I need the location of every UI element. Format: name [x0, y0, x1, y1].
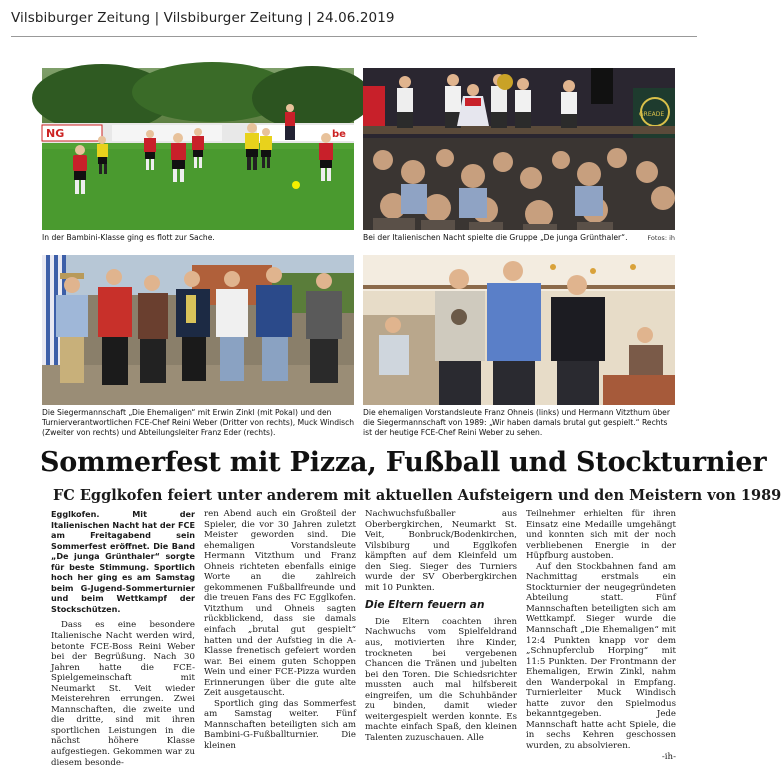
article-column-1 [51, 509, 195, 768]
caption-band-text: Bei der Italienischen Nacht spielte die Gruppe „De junga Grünthaler“. [363, 233, 628, 242]
article-column-3 [365, 509, 517, 743]
article-paragraph: Nachwuchsfußballer aus Oberbergkirchen, Neumarkt St. Veit, Bonbruck/Bodenkirchen, Vilsbiburg und Egglkofen kämpften auf dem Kleinfeld um den Sieg. Sieger des Turniers wurde der SV Oberbergkirchen mit 10 Punkten. [365, 509, 517, 593]
trophy-icon [186, 295, 196, 323]
adult-figure [285, 104, 295, 140]
banner-text-2: be [332, 129, 346, 140]
article-signature: -ih- [661, 751, 676, 762]
article-subhead: Die Eltern feuern an [365, 599, 485, 612]
photo-credit: Fotos: ih [647, 234, 675, 242]
article-paragraph: Dass es eine besondere Italienische Nacht werden wird, betonte FCE-Boss Reini Weber bei der Begrüßung. Nach 30 Jahren hatte die FCE-Spielgemeinschaft mit Neumarkt St. Veit wieder Meisterehren errungen. Zwei Mannschaften, die zweite und die dritte, sind mit ihren sportlichen Leistungen in die nächst höhere Klasse aufgestiegen. Gekommen war zu diesem besonde- [51, 620, 195, 768]
caption-bambini: In der Bambini-Klasse ging es flott zur Sache. [42, 233, 215, 242]
photo-former-board [363, 255, 675, 405]
photo-winning-team [42, 255, 354, 405]
article-headline: Sommerfest mit Pizza, Fußball und Stockturnier [40, 447, 767, 478]
football [292, 181, 300, 189]
article-paragraph: ren Abend auch ein Großteil der Spieler, die vor 30 Jahren zuletzt Meister geworden sind. Die ehemaligen Vorstandsleute Hermann Vitzthum und Franz Ohneis richteten ebenfalls einige Worte an die zahlreich gekommenen Fußballfreunde und die treuen Fans des FC Egglkofen. Vitzthum und Ohneis sagten rückblickend, dass sie damals einfach „brutal gut gespielt“ hatten und der Aufstieg in die A-Klasse frenetisch gefeiert worden war. Bei einem guten Schoppen Wein und einer FCE-Pizza wurden Erinnerungen über die gute alte Zeit ausgetauscht. [204, 509, 356, 699]
newspaper-header: Vilsbiburger Zeitung | Vilsbiburger Zeitung | 24.06.2019 [11, 10, 395, 26]
article-subheadline: FC Egglkofen feiert unter anderem mit aktuellen Aufsteigern und den Meistern von 1989 [53, 487, 781, 504]
banner-text: NG [46, 127, 65, 140]
article-paragraph: Die Eltern coachten ihren Nachwuchs vom Spielfeldrand aus, motivierten ihre Kinder, trockneten bei vergebenen Chancen die Tränen und jubelten bei den Toren. Die Schiedsrichter mussten auch mal hilfsbereit eingreifen, um die Schuhbänder zu binden, damit wieder weitergespielt werden konnte. Es machte einfach Spaß, den kleinen Talenten zuzuschauen. Alle [365, 616, 517, 743]
musician-figure [561, 80, 577, 128]
stage-sign: GREADE [639, 111, 665, 118]
photo-band-stage [363, 68, 675, 230]
caption-winning-team: Die Siegermannschaft „Die Ehemaligen“ mit Erwin Zinkl (mit Pokal) und den Turnierverantwortlichen FCE-Chef Reini Weber (Dritter von rechts), Muck Windisch (Zweiter von rechts) und Abteilungsleiter Franz Eder (rechts). [42, 408, 355, 437]
article-column-4 [526, 509, 676, 762]
caption-band [363, 233, 675, 243]
musician-figure [515, 78, 531, 128]
article-paragraph: Teilnehmer erhielten für ihren Einsatz eine Medaille umgehängt und konnten sich mit der noch verbliebenen Energie in der Hüpfburg austoben. [526, 509, 676, 562]
header-divider [11, 36, 697, 37]
caption-former-board: Die ehemaligen Vorstandsleute Franz Ohneis (links) und Hermann Vitzthum über die Siegermannschaft von 1989: „Wir haben damals brutal gut gespielt.“ Rechts ist der heutige FCE-Chef Reini Weber zu sehen. [363, 408, 670, 437]
photo-bambini-football [42, 68, 354, 230]
article-lead: Egglkofen. Mit der Italienischen Nacht hat der FCE am Freitagabend sein Sommerfest eröffnet. Die Band „De junga Grünthaler“ sorgte für beste Stimmung. Sportlich hoch her ging es am Samstag beim G-Jugend-Sommerturnier und beim Wettkampf der Stockschützen. [51, 509, 195, 614]
article-paragraph: Sportlich ging das Sommerfest am Samstag weiter. Fünf Mannschaften beteiligten sich am Bambini-G-Fußballturnier. Die kleinen [204, 698, 356, 752]
article-paragraph: Auf den Stockbahnen fand am Nachmittag erstmals ein Stockturnier der neugegründeten Abteilung statt. Fünf Mannschaften beteiligten sich am Wettkampf. Sieger wurde die Mannschaft „Die Ehemaligen“ mit 12:4 Punkten knapp vor dem „Schnupferclub Horping“ mit 11:5 Punkten. Der Frontmann der Ehemaligen, Erwin Zinkl, nahm den Wanderpokal in Empfang. Turnierleiter Muck Windisch hatte zuvor den Spielmodus bekanntgegeben. Jede Mannschaft hatte acht Spiele, die in sechs Kehren geschossen wurden, zu absolvieren. [526, 561, 676, 752]
musician-figure [397, 76, 413, 128]
article-column-2 [204, 509, 356, 752]
